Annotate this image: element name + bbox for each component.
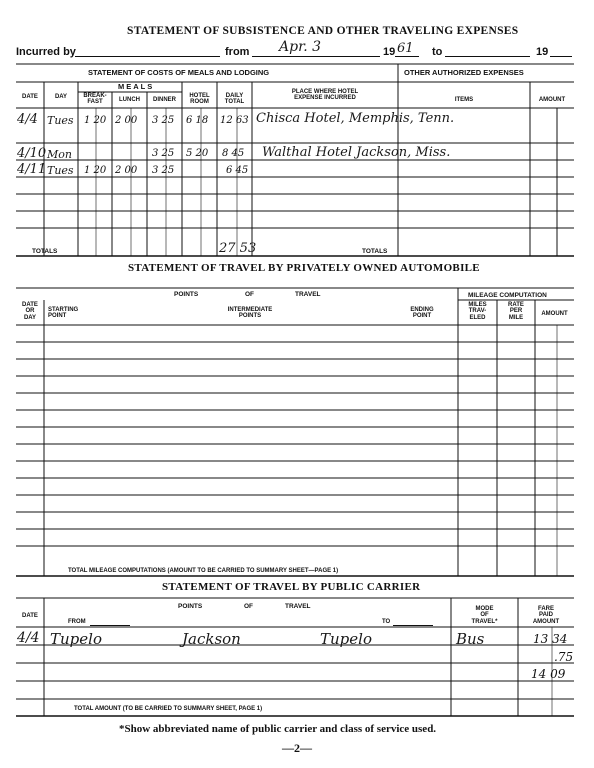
incurred-by-label: Incurred by — [16, 46, 76, 58]
carrier-date: 4/4 — [17, 630, 40, 646]
col-daily-total: DAILY TOTAL — [224, 93, 245, 106]
col-hotel-room: HOTEL ROOM — [189, 93, 210, 106]
from-label: from — [225, 46, 250, 58]
form-title: STATEMENT OF SUBSISTENCE AND OTHER TRAVELING EXPENSES — [127, 25, 519, 37]
page-number: —2— — [282, 741, 312, 755]
auto-points-label: POINTS — [174, 291, 199, 298]
carrier-col-to: TO — [382, 619, 391, 625]
row-dinner: 3 25 — [152, 165, 175, 176]
carrier-via: Jackson — [182, 630, 241, 648]
col-date: DATE — [22, 94, 38, 100]
auto-of-label: OF — [245, 291, 255, 298]
year-prefix: 19 — [383, 46, 396, 58]
row-daily: 12 63 — [220, 115, 249, 126]
row-breakfast: 1 20 — [84, 165, 107, 176]
carrier-of-label: OF — [244, 603, 254, 610]
auto-col-ending: ENDING POINT — [410, 307, 434, 320]
from-date-value: Apr. 3 — [279, 39, 322, 55]
carrier-col-date: DATE — [22, 613, 38, 619]
carrier-from-line — [90, 625, 130, 626]
col-items: ITEMS — [454, 97, 474, 103]
carrier-fare: 13 34 — [533, 632, 568, 646]
carrier-from: Tupelo — [50, 630, 102, 648]
carrier-points-label: POINTS — [178, 603, 203, 610]
year-value: 61 — [397, 41, 414, 56]
row-hotel: 5 20 — [186, 148, 209, 159]
totals-label-other: TOTALS — [362, 248, 388, 255]
footnote: *Show abbreviated name of public carrier and class of service used. — [119, 723, 437, 735]
auto-section-title: STATEMENT OF TRAVEL BY PRIVATELY OWNED AUTOMOBILE — [128, 262, 480, 274]
col-dinner: DINNER — [152, 97, 176, 103]
carrier-to: Tupelo — [320, 630, 372, 648]
auto-col-rate: RATE PER MILE — [508, 302, 524, 321]
auto-col-amount: AMOUNT — [541, 311, 568, 317]
carrier-col-fare: FARE PAID AMOUNT — [532, 606, 560, 625]
row-breakfast: 1 20 — [84, 115, 107, 126]
to-label: to — [432, 46, 443, 58]
col-amount: AMOUNT — [538, 97, 566, 103]
row-day: Mon — [47, 148, 72, 161]
row-date: 4/10 — [17, 146, 47, 161]
carrier-col-from: FROM — [68, 619, 86, 625]
meals-group-header: MEALS — [118, 82, 155, 91]
row-lunch: 2 00 — [115, 165, 138, 176]
carrier-total-label: TOTAL AMOUNT (TO BE CARRIED TO SUMMARY SHEET, PAGE 1) — [74, 706, 263, 712]
auto-col-miles: MILES TRAV- ELED — [468, 302, 487, 321]
other-expenses-title: OTHER AUTHORIZED EXPENSES — [404, 68, 524, 77]
row-date: 4/11 — [17, 162, 47, 177]
auto-travel-label: TRAVEL — [295, 291, 321, 298]
auto-col-start: STARTING POINT — [48, 307, 79, 320]
row-dinner: 3 25 — [152, 148, 175, 159]
row-lunch: 2 00 — [115, 115, 138, 126]
row-dinner: 3 25 — [152, 115, 175, 126]
carrier-section-title: STATEMENT OF TRAVEL BY PUBLIC CARRIER — [162, 581, 421, 593]
row-daily: 8 45 — [222, 148, 245, 159]
auto-col-intermediate: INTERMEDIATE POINTS — [227, 307, 273, 320]
row-place: Walthal Hotel Jackson, Miss. — [262, 145, 451, 160]
row-day: Tues — [47, 114, 74, 127]
meals-section-title: STATEMENT OF COSTS OF MEALS AND LODGING — [88, 68, 270, 77]
col-day: DAY — [54, 94, 68, 100]
carrier-travel-label: TRAVEL — [285, 603, 311, 610]
totals-label: TOTALS — [32, 248, 58, 255]
auto-total-label: TOTAL MILEAGE COMPUTATIONS (AMOUNT TO BE CARRIED TO SUMMARY SHEET—PAGE 1) — [68, 568, 339, 574]
row-date: 4/4 — [17, 112, 38, 127]
total-daily-value: 27 53 — [219, 241, 257, 256]
year-end-label: 19 — [536, 46, 549, 58]
row-place: Chisca Hotel, Memphis, Tenn. — [256, 111, 455, 126]
col-place: PLACE WHERE HOTEL EXPENSE INCURRED — [291, 89, 359, 102]
carrier-extra-fare: .75 — [554, 650, 574, 664]
auto-col-date: DATE OR DAY — [22, 302, 38, 321]
carrier-fare-sum: 14 09 — [531, 667, 566, 681]
row-daily: 6 45 — [226, 165, 249, 176]
row-hotel: 6 18 — [186, 115, 209, 126]
row-day: Tues — [47, 164, 74, 177]
mileage-title: MILEAGE COMPUTATION — [468, 292, 547, 299]
carrier-mode: Bus — [456, 630, 485, 648]
col-breakfast: BREAK- FAST — [83, 93, 107, 106]
col-lunch: LUNCH — [119, 97, 140, 103]
carrier-to-line — [393, 625, 433, 626]
carrier-col-mode: MODE OF TRAVEL* — [471, 606, 498, 625]
